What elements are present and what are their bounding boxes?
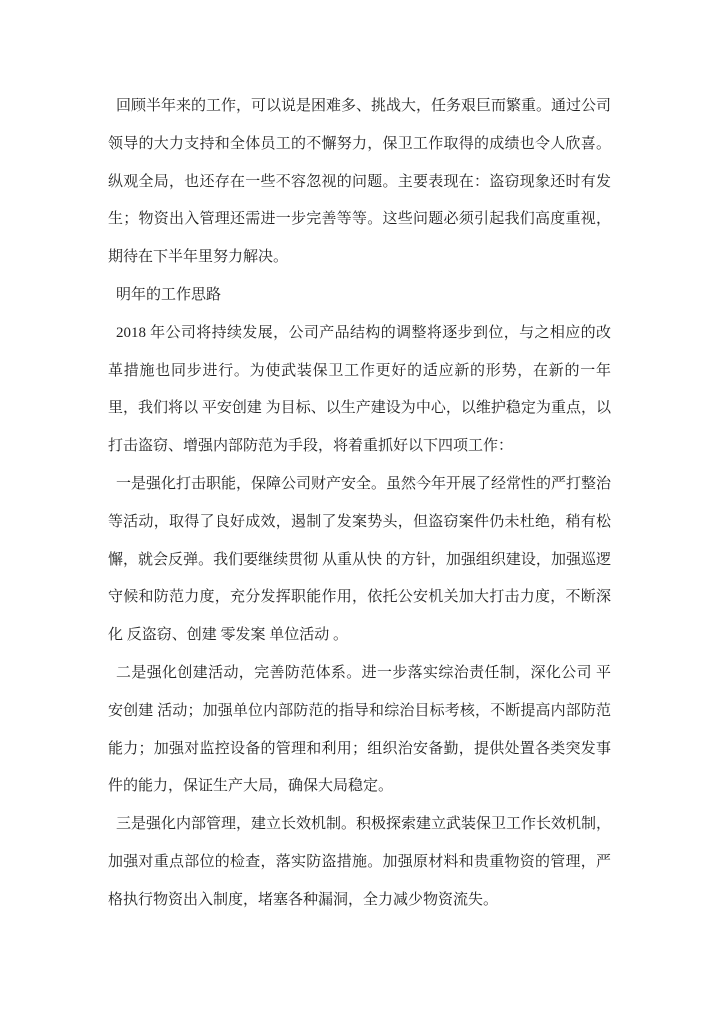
- paragraph-half-year-review: 回顾半年来的工作，可以说是困难多、挑战大，任务艰巨而繁重。通过公司领导的大力支持和全体员工的不懈努力，保卫工作取得的成绩也令人欣喜。纵观全局，也还存在一些不容忽视的问题。主要表现在：盗窃现象还时有发生；物资出入管理还需进一步完善等等。这些问题必须引起我们高度重视，期待在下半年里努力解决。: [108, 98, 612, 266]
- section-heading-next-year-plan: 明年的工作思路: [116, 286, 222, 303]
- paragraph-task-one-crackdown: 一是强化打击职能，保障公司财产安全。虽然今年开展了经常性的严打整治等活动，取得了良好成效，遏制了发案势头，但盗窃案件仍未杜绝，稍有松懈，就会反弹。我们要继续贯彻 从重从快 的方针，加强组织建设，加强巡逻守候和防范力度，充分发挥职能作用，依托公安机关加大打击力度，不断深化 反盗窃、创建 零发案 单位活动 。: [108, 475, 612, 644]
- paragraph-task-three-internal-management: 三是强化内部管理，建立长效机制。积极探索建立武装保卫工作长效机制，加强对重点部位的检查，落实防盗措施。加强原材料和贵重物资的管理，严格执行物资出入制度，堵塞各种漏洞，全力减少物资流失。: [108, 816, 612, 908]
- paragraph-2018-outlook: 2018 年公司将持续发展，公司产品结构的调整将逐步到位，与之相应的改革措施也同步进行。为使武装保卫工作更好的适应新的形势，在新的一年里，我们将以 平安创建 为目标、以生产建设为中心，以维护稳定为重点，以打击盗窃、增强内部防范为手段，将着重抓好以下四项工作：: [108, 324, 611, 455]
- text-block: [108, 88, 611, 920]
- paragraph-task-two-prevention-system: 二是强化创建活动，完善防范体系。进一步落实综治责任制，深化公司 平安创建 活动；加强单位内部防范的指导和综治目标考核，不断提高内部防范能力；加强对监控设备的管理和利用；组织治安备勤，提供处置各类突发事件的能力，保证生产大局，确保大局稳定。: [108, 664, 611, 795]
